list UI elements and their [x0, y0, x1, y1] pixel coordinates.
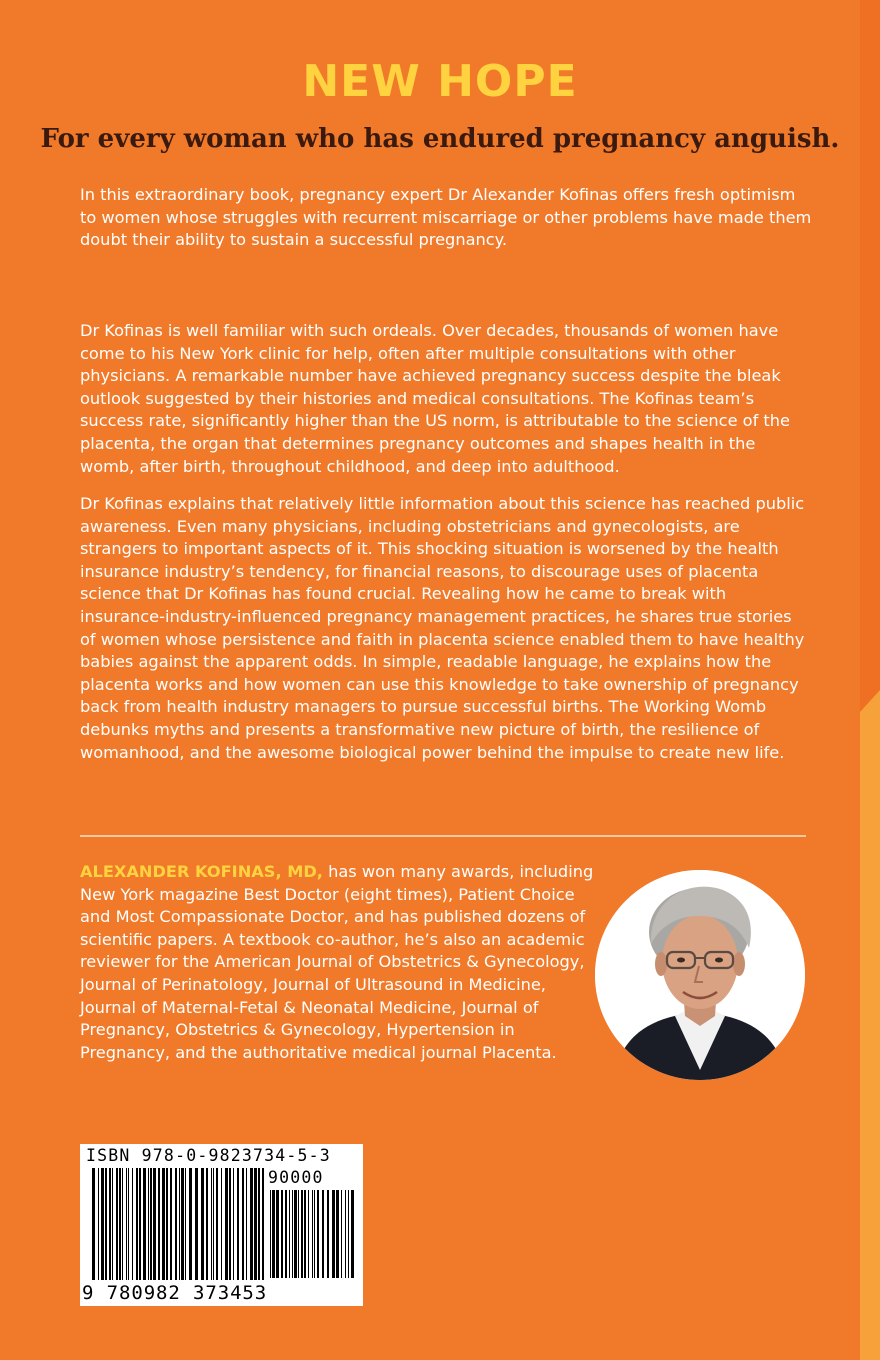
- barcode-bar: [195, 1168, 198, 1280]
- barcode-bar: [301, 1190, 303, 1278]
- barcode-bar: [170, 1168, 172, 1280]
- barcode-bar: [221, 1168, 222, 1280]
- barcode-bar: [242, 1168, 244, 1280]
- barcode-bar: [132, 1168, 133, 1280]
- description-paragraph-3: Dr Kofinas explains that relatively little information about this science has reached public awareness. Even many physicians, including obstetricians and gynecologists, are strangers to important aspects of it. This shocking situation is worsened by the health insurance industry’s tendency, for financial reasons, to discourage uses of placenta science that Dr Kofinas has found crucial. Revealing how he came to break with insurance-industry-influenced pregnancy management practices, he shares true stories of women whose persistence and faith in placenta science enabled them to have healthy babies against the apparent odds. In simple, readable language, he explains how the placenta works and how women can use this knowledge to take ownership of pregnancy back from health industry managers to pursue successful births. The Working Womb debunks myths and presents a transformative new picture of birth, the resilience of womanhood, and the awesome biological power behind the impulse to create new life.: [80, 494, 805, 762]
- barcode-bar: [292, 1190, 293, 1278]
- barcode-bar: [136, 1168, 138, 1280]
- barcode-bar: [189, 1168, 192, 1280]
- barcode-bar: [317, 1190, 319, 1278]
- barcode-bar: [216, 1168, 218, 1280]
- barcode-bar: [327, 1190, 329, 1278]
- barcode-bar: [126, 1168, 127, 1280]
- barcode-bar: [213, 1168, 214, 1280]
- barcode-bar: [101, 1168, 104, 1280]
- description-paragraph-1: In this extraordinary book, pregnancy expert Dr Alexander Kofinas offers fresh optimism to women whose struggles with recurrent miscarriage or other problems have made them doubt their ability to sustain a successful pregnancy.: [80, 185, 812, 250]
- description-paragraph-2: Dr Kofinas is well familiar with such ordeals. Over decades, thousands of women have come to his New York clinic for help, often after multiple consultations with other physicians. A remarkable number have achieved pregnancy success despite the bleak outlook suggested by their histories and medical consultations. The Kofinas team’s success rate, significantly higher than the US norm, is attributable to the science of the placenta, the organ that determines pregnancy outcomes and shapes health in the womb, after birth, throughout childhood, and deep into adulthood.: [80, 321, 790, 476]
- barcode-bar: [150, 1168, 152, 1280]
- barcode-bar: [109, 1168, 111, 1280]
- author-portrait-image: [595, 870, 805, 1080]
- barcode-bar: [162, 1168, 165, 1280]
- author-bio-text: has won many awards, including New York magazine Best Doctor (eight times), Patient Choice and Most Compassionate Doctor, and has published dozens of scientific papers. A textbook co-author, he’s also an academic reviewer for the American Journal of Obstetrics & Gynecology, Journal of Perinatology, Journal of Ultrasound in Medicine, Journal of Maternal-Fetal & Neonatal Medicine, Journal of Pregnancy, Obstetrics & Gynecology, Hypertension in Pregnancy, and the authoritative medical journal Placenta.: [80, 862, 594, 1062]
- barcode-bar: [304, 1190, 306, 1278]
- barcode-bar: [105, 1168, 107, 1280]
- barcode-bar: [289, 1190, 290, 1278]
- barcode-bar: [258, 1168, 260, 1280]
- barcode-bar: [166, 1168, 168, 1280]
- barcode-bar: [201, 1168, 204, 1280]
- barcode-bar: [314, 1190, 315, 1278]
- ean-digits: 9 780982 373453: [82, 1282, 268, 1304]
- barcode-bar: [225, 1168, 228, 1280]
- barcode-bar: [233, 1168, 234, 1280]
- tagline: For every woman who has endured pregnancy anguish.: [40, 124, 840, 154]
- book-title: NEW HOPE: [302, 56, 578, 107]
- barcode-bar: [148, 1168, 149, 1280]
- barcode-bar: [294, 1190, 297, 1278]
- barcode-bar: [250, 1168, 253, 1280]
- barcode-bar: [116, 1168, 118, 1280]
- price-code-bars: [270, 1190, 356, 1278]
- barcode-bar: [237, 1168, 239, 1280]
- barcode-bar: [254, 1168, 257, 1280]
- barcode-bar: [143, 1168, 146, 1280]
- barcode-bar: [175, 1168, 177, 1280]
- barcode-bar: [312, 1190, 313, 1278]
- author-portrait: [595, 870, 805, 1080]
- barcode-bar: [153, 1168, 156, 1280]
- barcode-bar: [185, 1168, 186, 1280]
- barcode-bar: [308, 1190, 309, 1278]
- barcode-bar: [272, 1190, 275, 1278]
- spine-accent-tab: [860, 690, 880, 1360]
- barcode-bar: [158, 1168, 160, 1280]
- barcode-bar: [285, 1190, 287, 1278]
- isbn-barcode: [80, 1144, 363, 1306]
- barcode-bar: [112, 1168, 113, 1280]
- barcode-bar: [211, 1168, 212, 1280]
- barcode-bar: [229, 1168, 231, 1280]
- barcode-bar: [179, 1168, 180, 1280]
- barcode-bar: [181, 1168, 184, 1280]
- barcode-bar: [298, 1190, 299, 1278]
- barcode-bars: [92, 1168, 264, 1280]
- barcode-bar: [128, 1168, 129, 1280]
- barcode-bar: [262, 1168, 264, 1280]
- barcode-bar: [92, 1168, 95, 1280]
- barcode-bar: [348, 1190, 349, 1278]
- barcode-bar: [139, 1168, 141, 1280]
- barcode-bar: [332, 1190, 335, 1278]
- section-divider: [80, 835, 806, 837]
- barcode-bar: [246, 1168, 247, 1280]
- author-name: ALEXANDER KOFINAS, MD,: [80, 862, 323, 881]
- barcode-bar: [351, 1190, 354, 1278]
- barcode-bar: [345, 1190, 346, 1278]
- barcode-bar: [206, 1168, 208, 1280]
- price-code: 90000: [268, 1168, 324, 1187]
- isbn-label: ISBN 978-0-9823734-5-3: [86, 1146, 331, 1165]
- barcode-bar: [270, 1190, 271, 1278]
- barcode-bar: [281, 1190, 283, 1278]
- barcode-bar: [336, 1190, 339, 1278]
- barcode-bar: [119, 1168, 121, 1280]
- author-bio: [80, 861, 600, 1064]
- barcode-bar: [322, 1190, 324, 1278]
- barcode-bar: [341, 1190, 342, 1278]
- barcode-bar: [276, 1190, 279, 1278]
- barcode-bar: [98, 1168, 99, 1280]
- barcode-bar: [122, 1168, 123, 1280]
